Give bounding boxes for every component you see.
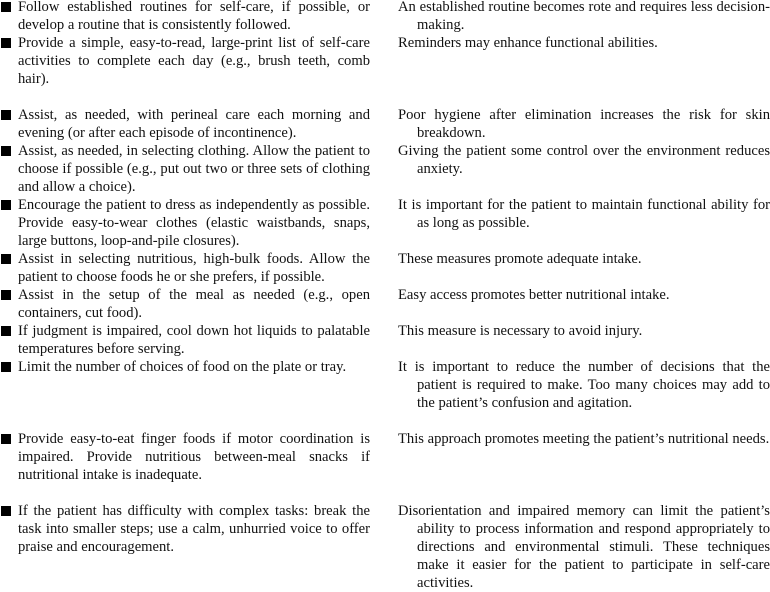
square-bullet-icon [1,434,11,444]
intervention-text: Follow established routines for self-care, if possible, or develop a routine that is consistently followed. [18,0,370,33]
intervention-cell [0,142,370,196]
intervention-cell [0,196,370,250]
table-row [0,196,770,250]
rationale-cell: Reminders may enhance functional abilities. [398,35,658,51]
table-row [0,286,770,322]
square-bullet-icon [1,38,11,48]
square-bullet-icon [1,2,11,12]
table-row [0,322,770,358]
intervention-cell [0,106,370,142]
square-bullet-icon [1,146,11,156]
table-row [0,250,770,286]
rationale-cell: An established routine becomes rote and requires less decision-making. [398,0,770,33]
rationale-cell: Disorientation and impaired memory can limit the patient’s ability to process information and respond appropriately to directions and environmental stimuli. These techniques make it easier for the patient to participate in self-care activities. [398,503,770,591]
rationale-cell: It is important to reduce the number of decisions that the patient is required to make. Too many choices may add to the patient’s confusion and agitation. [398,359,770,411]
intervention-cell [0,430,370,484]
intervention-cell [0,502,370,556]
square-bullet-icon [1,326,11,336]
rationale-cell: Easy access promotes better nutritional intake. [398,287,670,303]
table-row [0,502,770,592]
intervention-text: Provide easy-to-eat finger foods if motor coordination is impaired. Provide nutritious between-meal snacks if nutritional intake is inadequate. [18,431,370,483]
intervention-text: Assist, as needed, with perineal care each morning and evening (or after each episode of incontinence). [18,107,370,141]
intervention-text: Assist in selecting nutritious, high-bulk foods. Allow the patient to choose foods he or she prefers, if possible. [18,251,370,285]
square-bullet-icon [1,362,11,372]
intervention-text: If the patient has difficulty with complex tasks: break the task into smaller steps; use a calm, unhurried voice to offer praise and encouragement. [18,503,370,555]
table-row [0,34,770,88]
intervention-cell [0,322,370,358]
intervention-text: Assist, as needed, in selecting clothing. Allow the patient to choose if possible (e.g., put out two or three sets of clothing and allow a choice). [18,143,370,195]
rationale-cell: These measures promote adequate intake. [398,251,642,267]
square-bullet-icon [1,254,11,264]
intervention-text: If judgment is impaired, cool down hot liquids to palatable temperatures before serving. [18,323,370,357]
table-row [0,142,770,196]
intervention-cell [0,358,370,376]
intervention-cell [0,286,370,322]
table-row [0,106,770,142]
table-row [0,358,770,412]
square-bullet-icon [1,200,11,210]
intervention-text: Provide a simple, easy-to-read, large-print list of self-care activities to complete each day (e.g., brush teeth, comb hair). [18,35,370,87]
rationale-cell: It is important for the patient to maintain functional ability for as long as possible. [398,197,770,231]
table-row [0,430,770,484]
rationale-cell: This approach promotes meeting the patient’s nutritional needs. [398,431,770,447]
intervention-cell [0,250,370,286]
intervention-text: Assist in the setup of the meal as needed (e.g., open containers, cut food). [18,287,370,321]
intervention-text: Encourage the patient to dress as independently as possible. Provide easy-to-wear clothes (elastic waistbands, snaps, large buttons, loop-and-pile closures). [18,197,370,249]
square-bullet-icon [1,290,11,300]
square-bullet-icon [1,506,11,516]
intervention-cell [0,0,370,34]
intervention-cell [0,34,370,88]
intervention-text: Limit the number of choices of food on the plate or tray. [18,359,347,375]
rationale-cell: This measure is necessary to avoid injury. [398,323,643,339]
rationale-cell: Giving the patient some control over the environment reduces anxiety. [398,143,770,177]
table-row [0,0,770,34]
square-bullet-icon [1,110,11,120]
rationale-cell: Poor hygiene after elimination increases the risk for skin breakdown. [398,107,770,141]
